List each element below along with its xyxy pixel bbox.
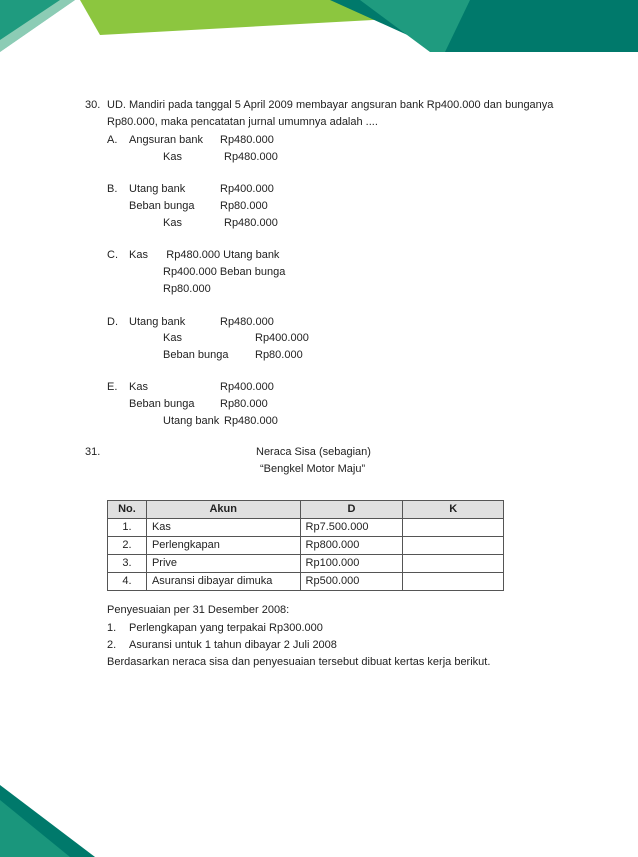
q30-option-e-account-1: Kas — [129, 381, 148, 393]
q30-option-a-amount-2: Rp480.000 — [224, 151, 278, 163]
adjustment-2-number: 2. — [107, 639, 117, 651]
cell-debit: Rp800.000 — [300, 537, 403, 555]
cell-no: 1. — [108, 519, 147, 537]
q31-table-title: Neraca Sisa (sebagian) — [256, 446, 371, 458]
q30-option-d-account-3: Beban bunga — [163, 349, 229, 361]
q30-option-c-line-2: Rp400.000 Beban bunga — [163, 266, 286, 278]
q30-option-b-account-2: Beban bunga — [129, 200, 195, 212]
header-no: No. — [108, 501, 147, 519]
cell-kredit — [403, 519, 504, 537]
table-row — [108, 537, 504, 555]
cell-no: 4. — [108, 573, 147, 591]
header-akun: Akun — [146, 501, 300, 519]
cell-debit: Rp100.000 — [300, 555, 403, 573]
cell-kredit — [403, 555, 504, 573]
q30-option-d-label: D. — [107, 316, 118, 328]
q30-option-b-account-1: Utang bank — [129, 183, 186, 195]
cell-akun: Prive — [146, 555, 300, 573]
cell-akun: Kas — [146, 519, 300, 537]
cell-akun: Asuransi dibayar dimuka — [146, 573, 300, 591]
q31-company-name: “Bengkel Motor Maju” — [260, 463, 366, 475]
cell-kredit — [403, 537, 504, 555]
q30-stem-line1: UD. Mandiri pada tanggal 5 April 2009 membayar angsuran bank Rp400.000 dan bunganya — [107, 99, 554, 111]
q30-option-a-account-1: Angsuran bank — [129, 134, 203, 146]
trial-balance-table — [107, 500, 504, 591]
q30-option-c-label: C. — [107, 249, 118, 261]
q30-option-b-amount-2: Rp80.000 — [220, 200, 268, 212]
table-header-row — [108, 501, 504, 519]
q30-option-a-amount-1: Rp480.000 — [220, 134, 274, 146]
cell-debit: Rp7.500.000 — [300, 519, 403, 537]
q30-option-b-amount-3: Rp480.000 — [224, 217, 278, 229]
q30-option-e-amount-2: Rp80.000 — [220, 398, 268, 410]
q30-option-d-account-2: Kas — [163, 332, 182, 344]
cell-no: 2. — [108, 537, 147, 555]
q30-number: 30. — [85, 99, 101, 111]
q30-option-d-amount-1: Rp480.000 — [220, 316, 274, 328]
q30-option-a-label: A. — [107, 134, 118, 146]
q30-option-c-line-3: Rp80.000 — [163, 283, 211, 295]
q30-stem-line2: Rp80.000, maka pencatatan jurnal umumnya adalah .... — [107, 116, 378, 128]
cell-kredit — [403, 573, 504, 591]
adjustment-title: Penyesuaian per 31 Desember 2008: — [107, 604, 290, 616]
adjustment-1-number: 1. — [107, 622, 117, 634]
q30-option-e-account-3: Utang bank — [163, 415, 220, 427]
q30-option-e-amount-3: Rp480.000 — [224, 415, 278, 427]
q30-option-b-amount-1: Rp400.000 — [220, 183, 274, 195]
q30-option-b-account-3: Kas — [163, 217, 182, 229]
q30-option-e-account-2: Beban bunga — [129, 398, 195, 410]
closing-statement: Berdasarkan neraca sisa dan penyesuaian tersebut dibuat kertas kerja berikut. — [107, 656, 491, 668]
q31-number: 31. — [85, 446, 101, 458]
q30-option-d-account-1: Utang bank — [129, 316, 186, 328]
cell-debit: Rp500.000 — [300, 573, 403, 591]
q30-option-e-label: E. — [107, 381, 118, 393]
q30-option-e-amount-1: Rp400.000 — [220, 381, 274, 393]
q30-option-c-line-1: Kas Rp480.000 Utang bank — [129, 249, 280, 261]
adjustment-1-text: Perlengkapan yang terpakai Rp300.000 — [129, 622, 323, 634]
q30-option-b-label: B. — [107, 183, 118, 195]
q30-option-a-account-2: Kas — [163, 151, 182, 163]
cell-akun: Perlengkapan — [146, 537, 300, 555]
cell-no: 3. — [108, 555, 147, 573]
header-debit: D — [300, 501, 403, 519]
adjustment-2-text: Asuransi untuk 1 tahun dibayar 2 Juli 2008 — [129, 639, 337, 651]
table-row — [108, 573, 504, 591]
header-kredit: K — [403, 501, 504, 519]
table-row — [108, 555, 504, 573]
q30-option-d-amount-3: Rp80.000 — [255, 349, 303, 361]
table-row — [108, 519, 504, 537]
q30-option-d-amount-2: Rp400.000 — [255, 332, 309, 344]
